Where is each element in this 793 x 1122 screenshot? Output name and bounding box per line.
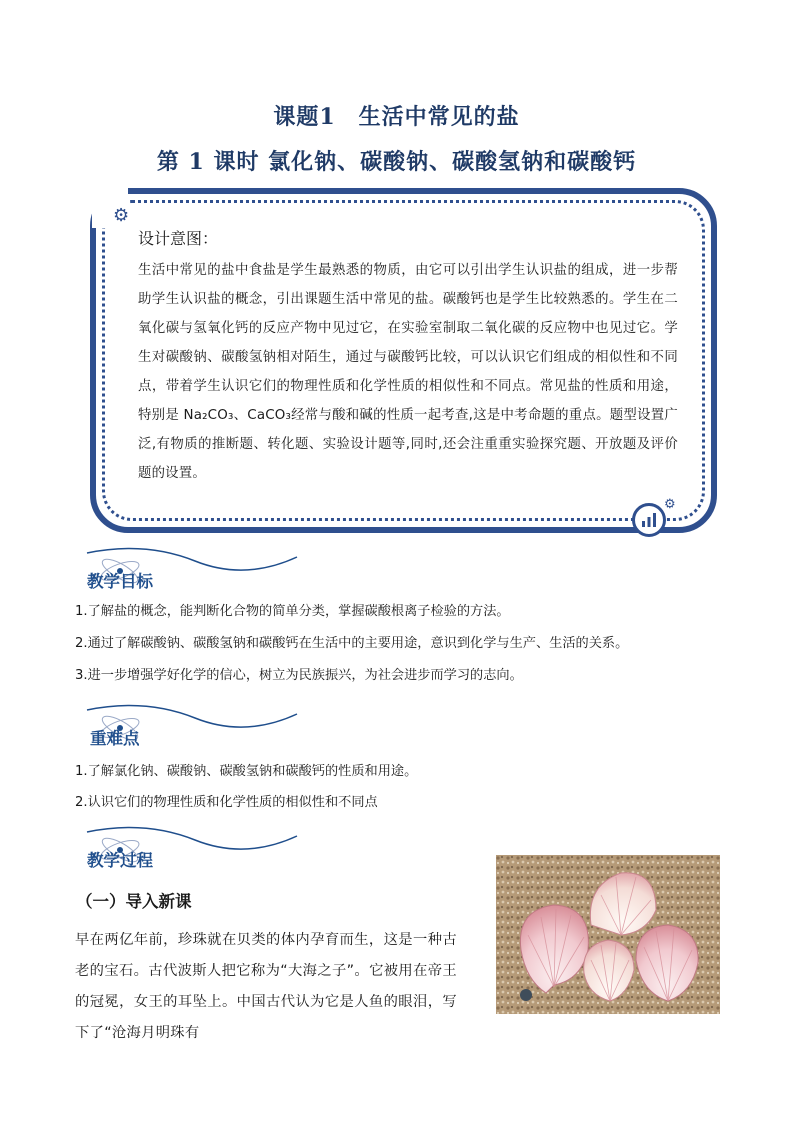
section-label-objectives: 教学目标	[87, 572, 153, 591]
gear-icon: ⚙	[664, 497, 676, 512]
bar-chart-icon	[632, 503, 666, 537]
page-title: 课题1 生活中常见的盐	[273, 104, 520, 130]
page-subtitle: 第 1 课时 氯化钠、碳酸钠、碳酸氢钠和碳酸钙	[156, 149, 637, 175]
gear-icon: ⚙	[113, 205, 130, 226]
list-item: 1.了解氯化钠、碳酸钠、碳酸氢钠和碳酸钙的性质和用途。	[75, 764, 418, 779]
list-item: 3.进一步增强学好化学的信心，树立为民族振兴，为社会进步而学习的志向。	[75, 668, 523, 683]
intro-paragraph: 早在两亿年前，珍珠就在贝类的体内孕育而生，这是一种古老的宝石。古代波斯人把它称为“大海之子”。它被用在帝王的冠冕，女王的耳坠上。中国古代认为它是人鱼的眼泪，写下了“沧海月明珠有	[75, 932, 457, 1041]
section-label-process: 教学过程	[87, 851, 153, 870]
list-item: 2.认识它们的物理性质和化学性质的相似性和不同点	[75, 795, 378, 810]
design-intent-body: 生活中常见的盐中食盐是学生最熟悉的物质，由它可以引出学生认识盐的组成，进一步帮助学生认识盐的概念，引出课题生活中常见的盐。碳酸钙也是学生比较熟悉的。学生在二氧化碳与氢氧化钙的反应产物中见过它，在实验室制取二氧化碳的反应物中也见过它。学生对碳酸钠、碳酸氢钠相对陌生，通过与碳酸钙比较，可以认识它们组成的相似性和不同点，带着学生认识它们的物理性质和化学性质的相似性和不同点。常见盐的性质和用途，特别是 Na₂CO₃、CaCO₃经常与酸和碱的性质一起考查,这是中考命题的重点。题型设置广泛,有物质的推断题、转化题、实验设计题等,同时,还会注重重实验探究题、开放题及评价题的设置。	[138, 263, 678, 481]
seashell-photo	[496, 855, 720, 1014]
section-label-key-points: 重难点	[90, 729, 140, 748]
list-item: 1.了解盐的概念，能判断化合物的简单分类，掌握碳酸根离子检验的方法。	[75, 604, 510, 619]
sub-heading-intro: （一）导入新课	[76, 892, 192, 911]
list-item: 2.通过了解碳酸钠、碳酸氢钠和碳酸钙在生活中的主要用途，意识到化学与生产、生活的关系。	[75, 636, 629, 651]
design-intent-heading: 设计意图：	[138, 229, 219, 248]
